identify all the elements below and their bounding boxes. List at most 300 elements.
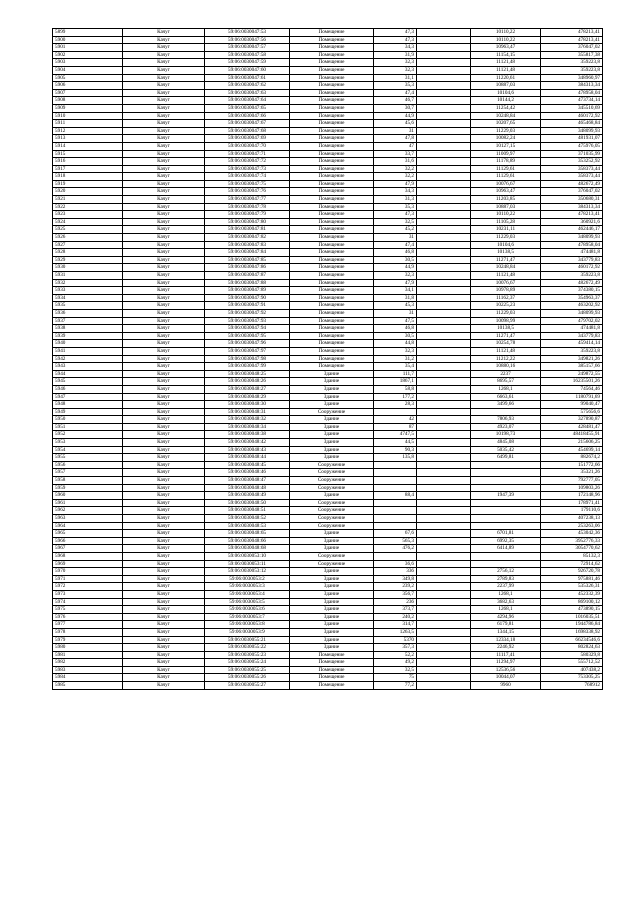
row-number-cell: 5905: [53, 74, 123, 82]
locality-cell: Качуг: [123, 188, 205, 196]
table-row: [53, 287, 603, 295]
locality-cell: Качуг: [123, 150, 205, 158]
spacer-cell: [417, 537, 471, 545]
spacer-cell: [417, 44, 471, 52]
row-number-cell: 5932: [53, 279, 123, 287]
cadastral-number-cell: 59:06:0030048:32: [205, 416, 290, 424]
table-row: [53, 309, 603, 317]
cadastral-value-cell: 3952776,33: [541, 537, 603, 545]
locality-cell: Качуг: [123, 120, 205, 128]
cadastral-value-cell: 465468,84: [541, 120, 603, 128]
cadastral-number-cell: 59:06:0030047:73: [205, 165, 290, 173]
locality-cell: Качуг: [123, 272, 205, 280]
cadastral-value-cell: 384313,34: [541, 82, 603, 90]
cadastral-value-cell: 407438,2: [541, 666, 603, 674]
spacer-cell: [417, 165, 471, 173]
object-type-cell: Помещение: [290, 36, 374, 44]
area-cell: 32,3: [374, 66, 417, 74]
cadastral-number-cell: 59:06:0030053:8: [205, 621, 290, 629]
locality-cell: Качуг: [123, 256, 205, 264]
area-cell: 28,3: [374, 401, 417, 409]
spacer-cell: [417, 621, 471, 629]
area-cell: 240,2: [374, 613, 417, 621]
area-cell: [374, 499, 417, 507]
unit-cost-cell: 10110,22: [471, 29, 541, 37]
row-number-cell: 5942: [53, 355, 123, 363]
table-row: [53, 347, 603, 355]
object-type-cell: Помещение: [290, 74, 374, 82]
object-type-cell: Помещение: [290, 120, 374, 128]
table-row: [53, 363, 603, 371]
table-row: [53, 515, 603, 523]
unit-cost-cell: [471, 499, 541, 507]
spacer-cell: [417, 363, 471, 371]
unit-cost-cell: 11121,48: [471, 272, 541, 280]
object-type-cell: Помещение: [290, 325, 374, 333]
object-type-cell: Помещение: [290, 127, 374, 135]
unit-cost-cell: 11121,48: [471, 59, 541, 67]
object-type-cell: Здание: [290, 431, 374, 439]
row-number-cell: 5938: [53, 325, 123, 333]
spacer-cell: [417, 598, 471, 606]
object-type-cell: Помещение: [290, 150, 374, 158]
table-row: [53, 499, 603, 507]
locality-cell: Качуг: [123, 340, 205, 348]
spacer-cell: [417, 560, 471, 568]
locality-cell: Качуг: [123, 287, 205, 295]
cadastral-number-cell: 59:06:0030047:90: [205, 294, 290, 302]
unit-cost-cell: 11271,47: [471, 332, 541, 340]
locality-cell: Качуг: [123, 36, 205, 44]
spacer-cell: [417, 469, 471, 477]
spacer-cell: [417, 340, 471, 348]
unit-cost-cell: 10254,78: [471, 340, 541, 348]
spacer-cell: [417, 241, 471, 249]
table-row: [53, 469, 603, 477]
row-number-cell: 5977: [53, 621, 123, 629]
locality-cell: Качуг: [123, 644, 205, 652]
cadastral-number-cell: 59:06:0030048:47: [205, 477, 290, 485]
area-cell: [374, 469, 417, 477]
row-number-cell: 5935: [53, 302, 123, 310]
locality-cell: Качуг: [123, 484, 205, 492]
object-type-cell: Здание: [290, 446, 374, 454]
cadastral-number-cell: 59:06:0030047:88: [205, 279, 290, 287]
table-row: [53, 507, 603, 515]
cadastral-value-cell: 459414,14: [541, 340, 603, 348]
cadastral-value-cell: 253263,06: [541, 522, 603, 530]
spacer-cell: [417, 36, 471, 44]
row-number-cell: 5925: [53, 226, 123, 234]
area-cell: 47,8: [374, 135, 417, 143]
spacer-cell: [417, 530, 471, 538]
cadastral-number-cell: 59:06:0030055:26: [205, 674, 290, 682]
spacer-cell: [417, 332, 471, 340]
cadastral-number-cell: 59:06:0030047:92: [205, 309, 290, 317]
table-row: [53, 211, 603, 219]
cadastral-number-cell: 59:06:0030053:4: [205, 590, 290, 598]
row-number-cell: 5948: [53, 401, 123, 409]
table-row: [53, 431, 603, 439]
unit-cost-cell: 10076,67: [471, 180, 541, 188]
cadastral-number-cell: 59:06:0030048:30: [205, 401, 290, 409]
object-type-cell: Помещение: [290, 188, 374, 196]
row-number-cell: 5908: [53, 97, 123, 105]
area-cell: 44,8: [374, 340, 417, 348]
area-cell: [374, 552, 417, 560]
area-cell: 135,8: [374, 454, 417, 462]
spacer-cell: [417, 325, 471, 333]
area-cell: [374, 522, 417, 530]
cadastral-number-cell: 59:06:0030048:51: [205, 507, 290, 515]
cadastral-number-cell: 59:06:0030047:69: [205, 135, 290, 143]
table-row: [53, 355, 603, 363]
object-type-cell: Помещение: [290, 218, 374, 226]
row-number-cell: 5930: [53, 264, 123, 272]
row-number-cell: 5917: [53, 165, 123, 173]
unit-cost-cell: 10127,15: [471, 142, 541, 150]
table-row: [53, 302, 603, 310]
area-cell: 47,3: [374, 36, 417, 44]
spacer-cell: [417, 439, 471, 447]
locality-cell: Качуг: [123, 142, 205, 150]
locality-cell: Качуг: [123, 158, 205, 166]
row-number-cell: 5959: [53, 484, 123, 492]
cadastral-number-cell: 59:06:0030053:11: [205, 560, 290, 568]
row-number-cell: 5966: [53, 537, 123, 545]
locality-cell: Качуг: [123, 507, 205, 515]
area-cell: 5370: [374, 636, 417, 644]
cadastral-value-cell: 802824,63: [541, 644, 603, 652]
locality-cell: Качуг: [123, 499, 205, 507]
area-cell: 47,4: [374, 241, 417, 249]
cadastral-value-cell: 99040,47: [541, 401, 603, 409]
object-type-cell: Здание: [290, 454, 374, 462]
unit-cost-cell: 10076,67: [471, 279, 541, 287]
cadastral-value-cell: 343779,83: [541, 332, 603, 340]
spacer-cell: [417, 492, 471, 500]
cadastral-number-cell: 59:06:0030053:7: [205, 613, 290, 621]
unit-cost-cell: 11105,28: [471, 218, 541, 226]
cadastral-number-cell: 59:06:0030055:27: [205, 682, 290, 690]
cadastral-number-cell: 59:06:0030047:93: [205, 317, 290, 325]
object-type-cell: Помещение: [290, 347, 374, 355]
table-row: [53, 112, 603, 120]
object-type-cell: Здание: [290, 590, 374, 598]
unit-cost-cell: 10207,65: [471, 120, 541, 128]
cadastral-number-cell: 59:06:0030047:56: [205, 36, 290, 44]
locality-cell: Качуг: [123, 309, 205, 317]
spacer-cell: [417, 203, 471, 211]
unit-cost-cell: 11129,61: [471, 173, 541, 181]
cadastral-value-cell: 327890,87: [541, 416, 603, 424]
locality-cell: Качуг: [123, 29, 205, 37]
cadastral-value-cell: 535326,31: [541, 583, 603, 591]
row-number-cell: 5914: [53, 142, 123, 150]
cadastral-number-cell: 59:06:0030047:68: [205, 127, 290, 135]
locality-cell: Качуг: [123, 180, 205, 188]
area-cell: 236: [374, 598, 417, 606]
row-number-cell: 5929: [53, 256, 123, 264]
row-number-cell: 5902: [53, 51, 123, 59]
spacer-cell: [417, 628, 471, 636]
object-type-cell: Здание: [290, 545, 374, 553]
area-cell: 77,2: [374, 682, 417, 690]
locality-cell: Качуг: [123, 545, 205, 553]
unit-cost-cell: 2237: [471, 370, 541, 378]
locality-cell: Качуг: [123, 218, 205, 226]
cadastral-value-cell: 975881,46: [541, 575, 603, 583]
object-type-cell: Помещение: [290, 97, 374, 105]
cadastral-number-cell: 59:06:0030053:9: [205, 628, 290, 636]
locality-cell: Качуг: [123, 325, 205, 333]
object-type-cell: Помещение: [290, 66, 374, 74]
spacer-cell: [417, 347, 471, 355]
object-type-cell: Помещение: [290, 294, 374, 302]
table-row: [53, 279, 603, 287]
unit-cost-cell: 11121,48: [471, 66, 541, 74]
table-row: [53, 674, 603, 682]
table-row: [53, 234, 603, 242]
object-type-cell: Сооружение: [290, 477, 374, 485]
cadastral-value-cell: 360921,6: [541, 218, 603, 226]
table-row: [53, 644, 603, 652]
object-type-cell: Помещение: [290, 666, 374, 674]
area-cell: 31,2: [374, 355, 417, 363]
area-cell: 88,4: [374, 492, 417, 500]
table-row: [53, 560, 603, 568]
locality-cell: Качуг: [123, 568, 205, 576]
table-row: [53, 477, 603, 485]
row-number-cell: 5940: [53, 340, 123, 348]
area-cell: 32,3: [374, 272, 417, 280]
unit-cost-cell: 11271,47: [471, 256, 541, 264]
cadastral-value-cell: 376047,02: [541, 188, 603, 196]
cadastral-number-cell: 59:06:0030053:12: [205, 568, 290, 576]
spacer-cell: [417, 127, 471, 135]
table-row: [53, 165, 603, 173]
object-type-cell: Помещение: [290, 332, 374, 340]
unit-cost-cell: 10138,5: [471, 249, 541, 257]
spacer-cell: [417, 545, 471, 553]
spacer-cell: [417, 135, 471, 143]
cadastral-number-cell: 59:06:0030047:94: [205, 325, 290, 333]
cadastral-number-cell: 59:06:0030047:63: [205, 89, 290, 97]
area-cell: 52,2: [374, 651, 417, 659]
unit-cost-cell: 11254,42: [471, 104, 541, 112]
unit-cost-cell: 12334,18: [471, 636, 541, 644]
table-row: [53, 613, 603, 621]
area-cell: 1263,5: [374, 628, 417, 636]
table-row: [53, 256, 603, 264]
unit-cost-cell: 11121,48: [471, 347, 541, 355]
locality-cell: Качуг: [123, 51, 205, 59]
row-number-cell: 5985: [53, 682, 123, 690]
area-cell: 46,8: [374, 249, 417, 257]
spacer-cell: [417, 674, 471, 682]
cadastral-number-cell: 59:06:0030055:25: [205, 666, 290, 674]
unit-cost-cell: 10887,03: [471, 203, 541, 211]
cadastral-value-cell: 482672,49: [541, 180, 603, 188]
locality-cell: Качуг: [123, 522, 205, 530]
table-row: [53, 575, 603, 583]
object-type-cell: Сооружение: [290, 552, 374, 560]
cadastral-number-cell: 59:06:0030048:34: [205, 423, 290, 431]
area-cell: 32,5: [374, 666, 417, 674]
area-cell: 75: [374, 674, 417, 682]
cadastral-number-cell: 59:06:0030047:57: [205, 44, 290, 52]
unit-cost-cell: [471, 484, 541, 492]
row-number-cell: 5922: [53, 203, 123, 211]
row-number-cell: 5921: [53, 196, 123, 204]
locality-cell: Качуг: [123, 355, 205, 363]
table-row: [53, 74, 603, 82]
row-number-cell: 5974: [53, 598, 123, 606]
locality-cell: Качуг: [123, 264, 205, 272]
row-number-cell: 5911: [53, 120, 123, 128]
row-number-cell: 5978: [53, 628, 123, 636]
table-row: [53, 158, 603, 166]
cadastral-value-cell: 474481,8: [541, 249, 603, 257]
row-number-cell: 5915: [53, 150, 123, 158]
cadastral-value-cell: 1016035,51: [541, 613, 603, 621]
row-number-cell: 5907: [53, 89, 123, 97]
unit-cost-cell: 10104,6: [471, 241, 541, 249]
row-number-cell: 5954: [53, 446, 123, 454]
unit-cost-cell: 10082,24: [471, 135, 541, 143]
cadastral-value-cell: 359223,8: [541, 59, 603, 67]
cadastral-value-cell: 474481,8: [541, 325, 603, 333]
area-cell: [374, 484, 417, 492]
spacer-cell: [417, 317, 471, 325]
area-cell: 47,3: [374, 29, 417, 37]
cadastral-value-cell: 359223,8: [541, 272, 603, 280]
unit-cost-cell: 11203,85: [471, 196, 541, 204]
cadastral-value-cell: 350680,31: [541, 196, 603, 204]
unit-cost-cell: 10887,03: [471, 82, 541, 90]
cadastral-number-cell: 59:06:0030047:98: [205, 355, 290, 363]
area-cell: [374, 507, 417, 515]
unit-cost-cell: [471, 408, 541, 416]
object-type-cell: Здание: [290, 393, 374, 401]
cadastral-number-cell: 59:06:0030048:48: [205, 484, 290, 492]
object-type-cell: Помещение: [290, 340, 374, 348]
locality-cell: Качуг: [123, 173, 205, 181]
unit-cost-cell: 7806,93: [471, 416, 541, 424]
row-number-cell: 5931: [53, 272, 123, 280]
object-type-cell: Помещение: [290, 279, 374, 287]
object-type-cell: Здание: [290, 613, 374, 621]
cadastral-value-cell: 358373,44: [541, 165, 603, 173]
spacer-cell: [417, 196, 471, 204]
cadastral-number-cell: 59:06:0030048:27: [205, 385, 290, 393]
cadastral-value-cell: 85132,3: [541, 552, 603, 560]
area-cell: 47,5: [374, 317, 417, 325]
locality-cell: Качуг: [123, 59, 205, 67]
spacer-cell: [417, 302, 471, 310]
object-type-cell: Сооружение: [290, 560, 374, 568]
locality-cell: Качуг: [123, 416, 205, 424]
cadastral-value-cell: 353252,92: [541, 158, 603, 166]
cadastral-number-cell: 59:06:0030047:78: [205, 203, 290, 211]
table-row: [53, 651, 603, 659]
locality-cell: Качуг: [123, 378, 205, 386]
cadastral-number-cell: 59:06:0030048:38: [205, 431, 290, 439]
unit-cost-cell: 3499,66: [471, 401, 541, 409]
cadastral-value-cell: 462446,17: [541, 226, 603, 234]
cadastral-value-cell: 869100,12: [541, 598, 603, 606]
cadastral-number-cell: 59:06:0030048:45: [205, 461, 290, 469]
unit-cost-cell: 6179,81: [471, 621, 541, 629]
spacer-cell: [417, 256, 471, 264]
cadastral-number-cell: 59:06:0030048:46: [205, 469, 290, 477]
spacer-cell: [417, 188, 471, 196]
object-type-cell: Сооружение: [290, 408, 374, 416]
unit-cost-cell: 11229,03: [471, 309, 541, 317]
area-cell: 33,7: [374, 150, 417, 158]
unit-cost-cell: 6701,81: [471, 530, 541, 538]
table-row: [53, 666, 603, 674]
table-row: [53, 135, 603, 143]
cadastral-number-cell: 59:06:0030047:79: [205, 211, 290, 219]
spacer-cell: [417, 142, 471, 150]
area-cell: 349,8: [374, 575, 417, 583]
table-row: [53, 446, 603, 454]
unit-cost-cell: [471, 552, 541, 560]
table-row: [53, 606, 603, 614]
locality-cell: Качуг: [123, 302, 205, 310]
object-type-cell: Сооружение: [290, 499, 374, 507]
unit-cost-cell: 10231,11: [471, 226, 541, 234]
row-number-cell: 5920: [53, 188, 123, 196]
spacer-cell: [417, 385, 471, 393]
row-number-cell: 5967: [53, 545, 123, 553]
cadastral-number-cell: 59:06:0030047:89: [205, 287, 290, 295]
area-cell: 31: [374, 309, 417, 317]
spacer-cell: [417, 507, 471, 515]
cadastral-number-cell: 59:06:0030047:76: [205, 188, 290, 196]
spacer-cell: [417, 515, 471, 523]
locality-cell: Качуг: [123, 135, 205, 143]
object-type-cell: Помещение: [290, 180, 374, 188]
area-cell: 31: [374, 234, 417, 242]
locality-cell: Качуг: [123, 659, 205, 667]
row-number-cell: 5963: [53, 515, 123, 523]
table-row: [53, 51, 603, 59]
cadastral-value-cell: 74564,46: [541, 385, 603, 393]
table-row: [53, 537, 603, 545]
cadastral-number-cell: 59:06:0030055:24: [205, 659, 290, 667]
row-number-cell: 5962: [53, 507, 123, 515]
area-cell: 357,3: [374, 644, 417, 652]
spacer-cell: [417, 218, 471, 226]
area-cell: 35,4: [374, 363, 417, 371]
locality-cell: Качуг: [123, 552, 205, 560]
table-row: [53, 621, 603, 629]
row-number-cell: 5965: [53, 530, 123, 538]
unit-cost-cell: 10880,16: [471, 363, 541, 371]
area-cell: 58,8: [374, 385, 417, 393]
unit-cost-cell: 11294,97: [471, 659, 541, 667]
object-type-cell: Помещение: [290, 135, 374, 143]
spacer-cell: [417, 29, 471, 37]
cadastral-number-cell: 59:06:0030047:59: [205, 59, 290, 67]
object-type-cell: Помещение: [290, 264, 374, 272]
cadastral-number-cell: 59:06:0030047:77: [205, 196, 290, 204]
cadastral-number-cell: 59:06:0030048:52: [205, 515, 290, 523]
spacer-cell: [417, 158, 471, 166]
table-row: [53, 226, 603, 234]
